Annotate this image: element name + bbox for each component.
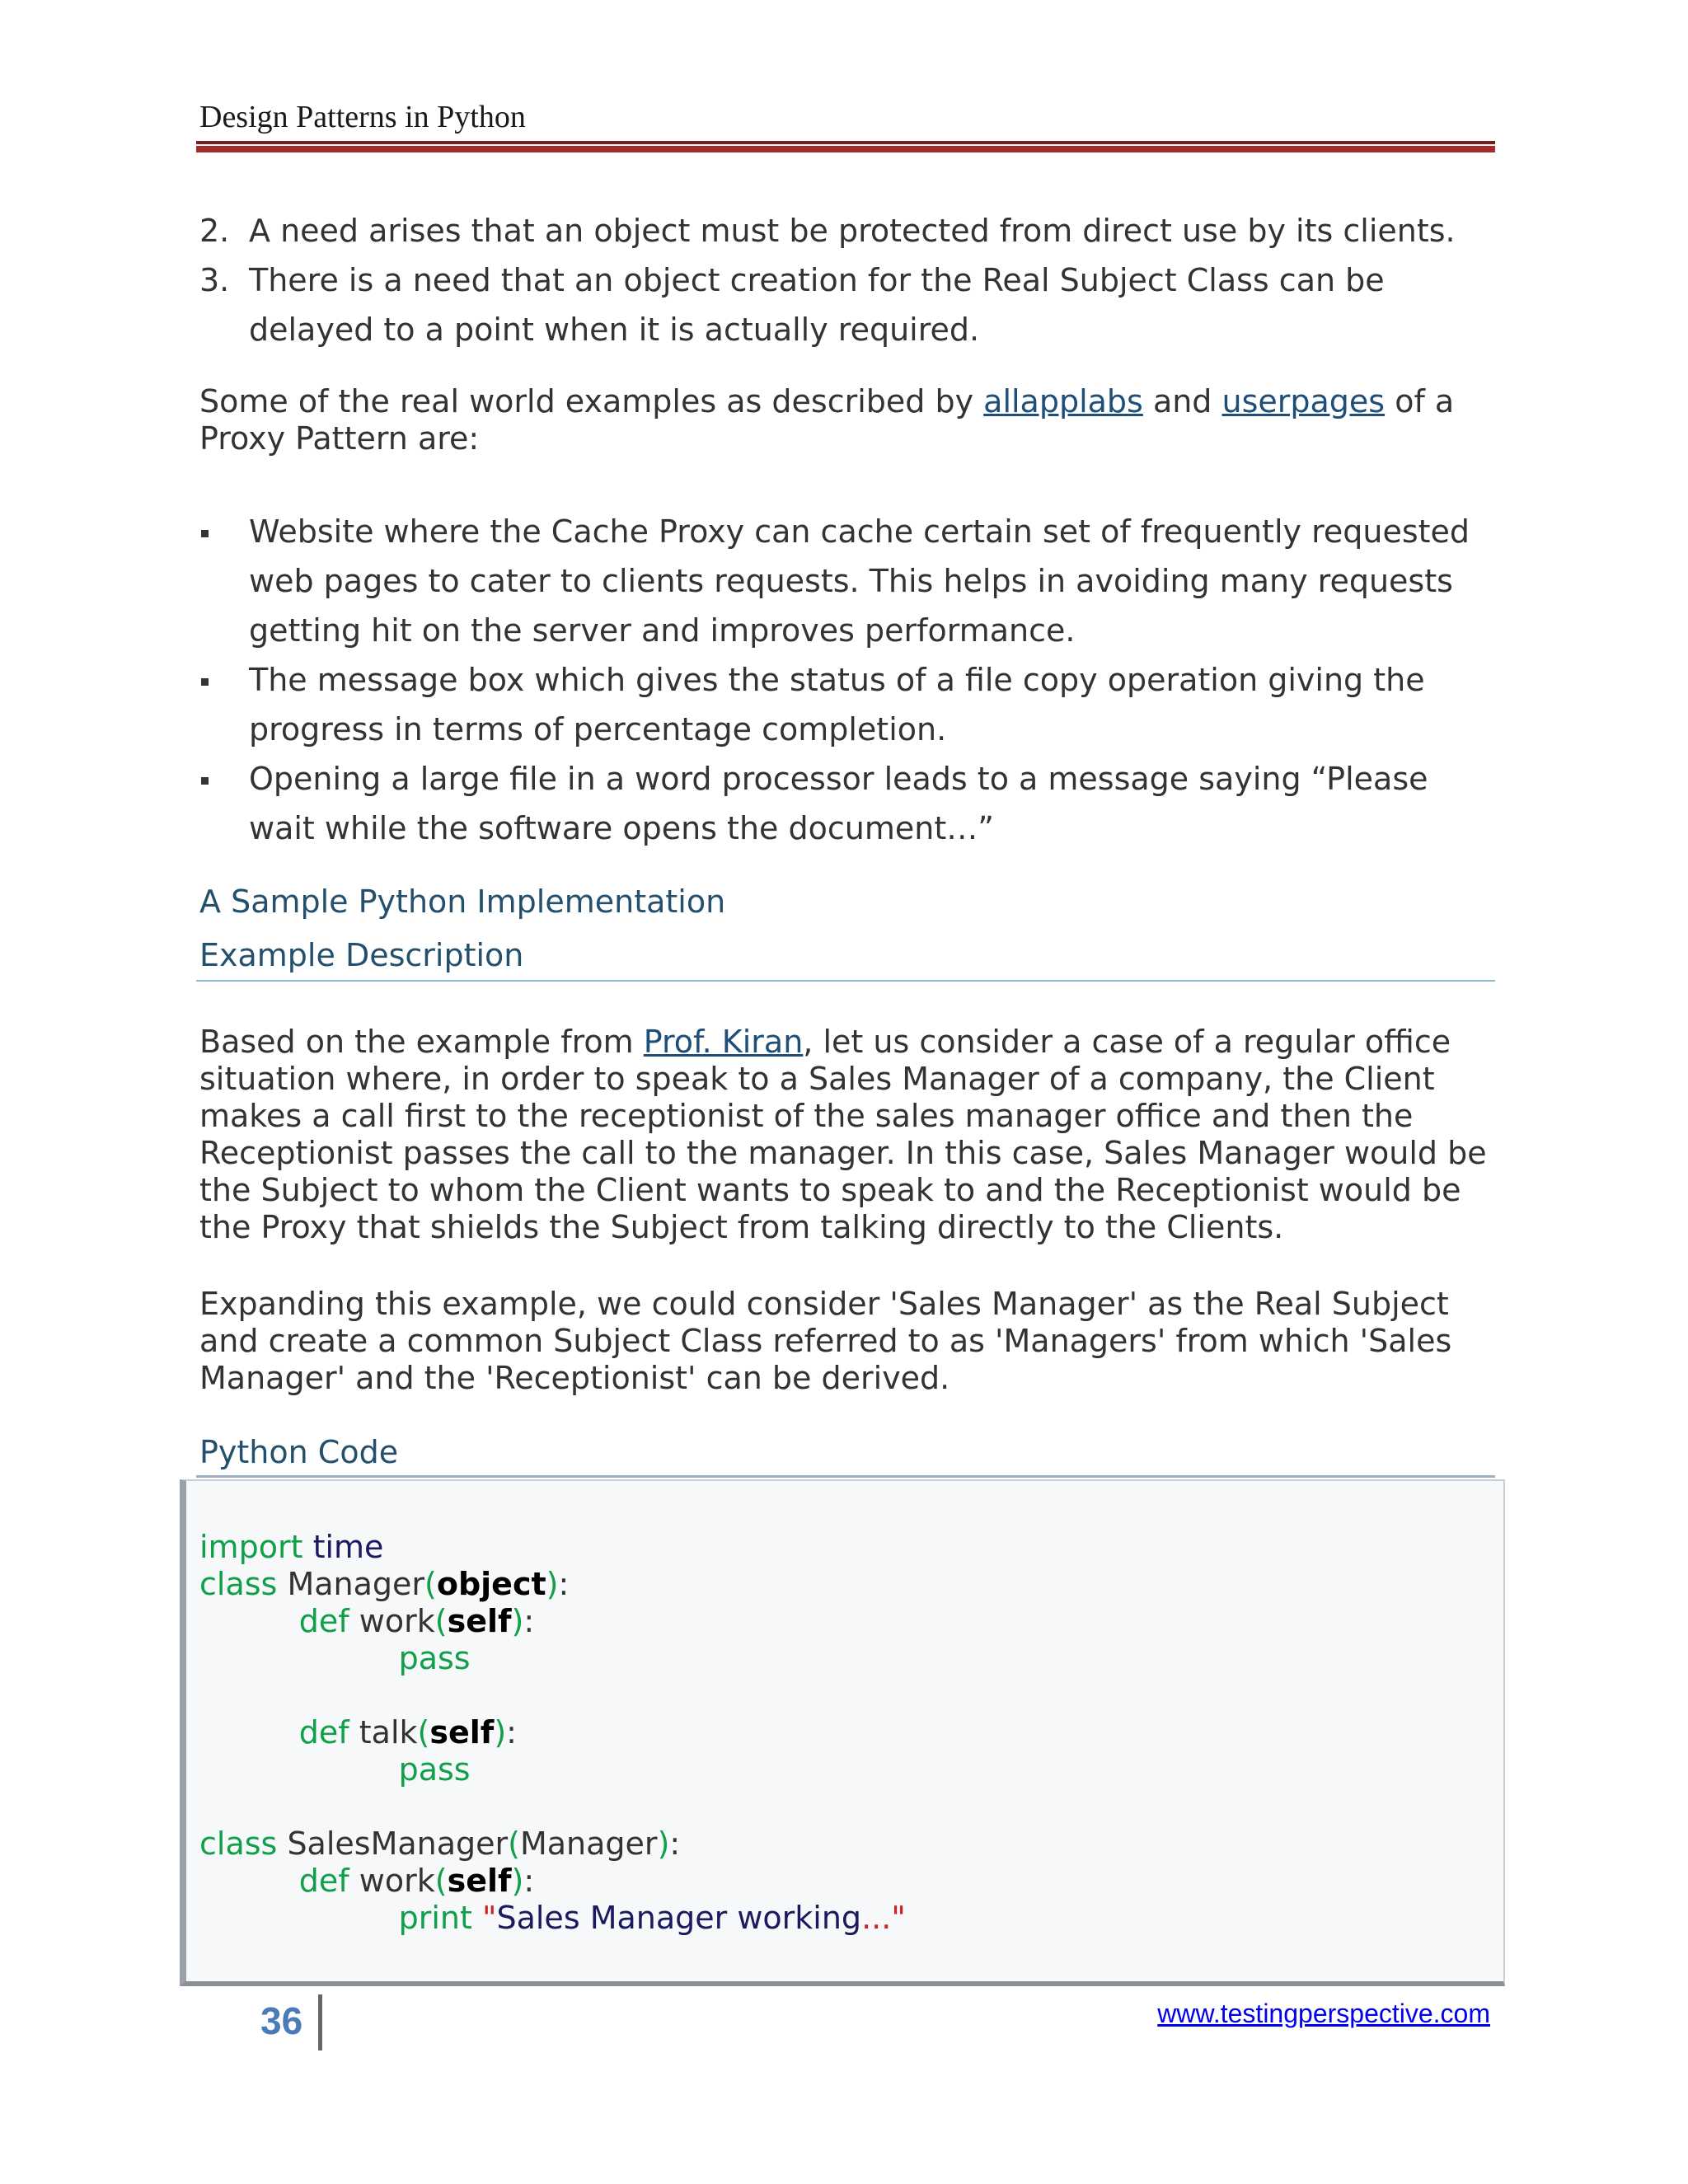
square-bullet-icon (199, 754, 249, 853)
examples-bullet-list (199, 507, 1502, 853)
python-code: import time class Manager(object): def work(self): pass def talk(self): pass class SalesManager(Manager): def work(self): print "Sales Manager working..." (199, 1529, 906, 1936)
heading-example-description: Example Description (199, 937, 524, 973)
page-header-title: Design Patterns in Python (199, 100, 526, 134)
list-item (199, 255, 1502, 354)
list-item (199, 206, 1502, 255)
example-text-before: Based on the example from (199, 1024, 644, 1060)
list-item (199, 655, 1502, 754)
bullet-text: Website where the Cache Proxy can cache certain set of frequently requested web pages to cater to clients requests. This helps in avoiding many requests getting hit on the server and improves performance. (249, 513, 1470, 649)
heading-python-code: Python Code (199, 1434, 399, 1470)
example-paragraph-2: Expanding this example, we could consider 'Sales Manager' as the Real Subject and create a common Subject Class referred to as 'Managers' from which 'Sales Manager' and the 'Receptionist' can be derived. (199, 1286, 1452, 1396)
prof-kiran-link[interactable]: Prof. Kiran (643, 1024, 804, 1060)
square-bullet-icon (199, 655, 249, 754)
numbered-list (199, 206, 1502, 354)
heading-underline (196, 980, 1495, 982)
allapplabs-link[interactable]: allapplabs (983, 383, 1143, 419)
header-rule-thick (196, 146, 1495, 152)
userpages-link[interactable]: userpages (1221, 383, 1386, 419)
page-number: 36 (260, 1999, 303, 2042)
list-number: 2. (199, 213, 230, 249)
intro-text-middle: and (1142, 383, 1222, 419)
intro-text-after: of a Proxy Pattern are: (199, 383, 1455, 457)
code-heading-rule (196, 1475, 1495, 1478)
list-text: There is a need that an object creation for the Real Subject Class can be delayed to a point when it is actually required. (249, 262, 1385, 348)
website-link[interactable]: www.testingperspective.com (1157, 1999, 1490, 2028)
heading-sample-implementation: A Sample Python Implementation (199, 883, 726, 920)
list-text: A need arises that an object must be protected from direct use by its clients. (249, 213, 1456, 249)
list-number: 3. (199, 262, 230, 298)
example-text-after: , let us consider a case of a regular office situation where, in order to speak to a Sales Manager of a company, the Client makes a call first to the receptionist of the sales manager office and then the Receptionist passes the call to the manager. In this case, Sales Manager would be the Subject to whom the Client wants to speak to and the Receptionist would be the Proxy that shields the Subject from talking directly to the Clients. (199, 1024, 1487, 1245)
list-item (199, 754, 1502, 853)
bullet-text: The message box which gives the status of a file copy operation giving the progress in terms of percentage completion. (249, 662, 1425, 748)
intro-text-before: Some of the real world examples as described by (199, 383, 984, 419)
example-paragraph-1 (199, 1024, 1506, 1246)
square-bullet-icon (199, 507, 249, 655)
intro-paragraph (199, 383, 1502, 457)
footer-divider (318, 1994, 322, 2050)
list-item (199, 507, 1502, 655)
header-rule-thin (196, 141, 1495, 144)
bullet-text: Opening a large file in a word processor leads to a message saying “Please wait while the software opens the document…” (249, 761, 1428, 846)
